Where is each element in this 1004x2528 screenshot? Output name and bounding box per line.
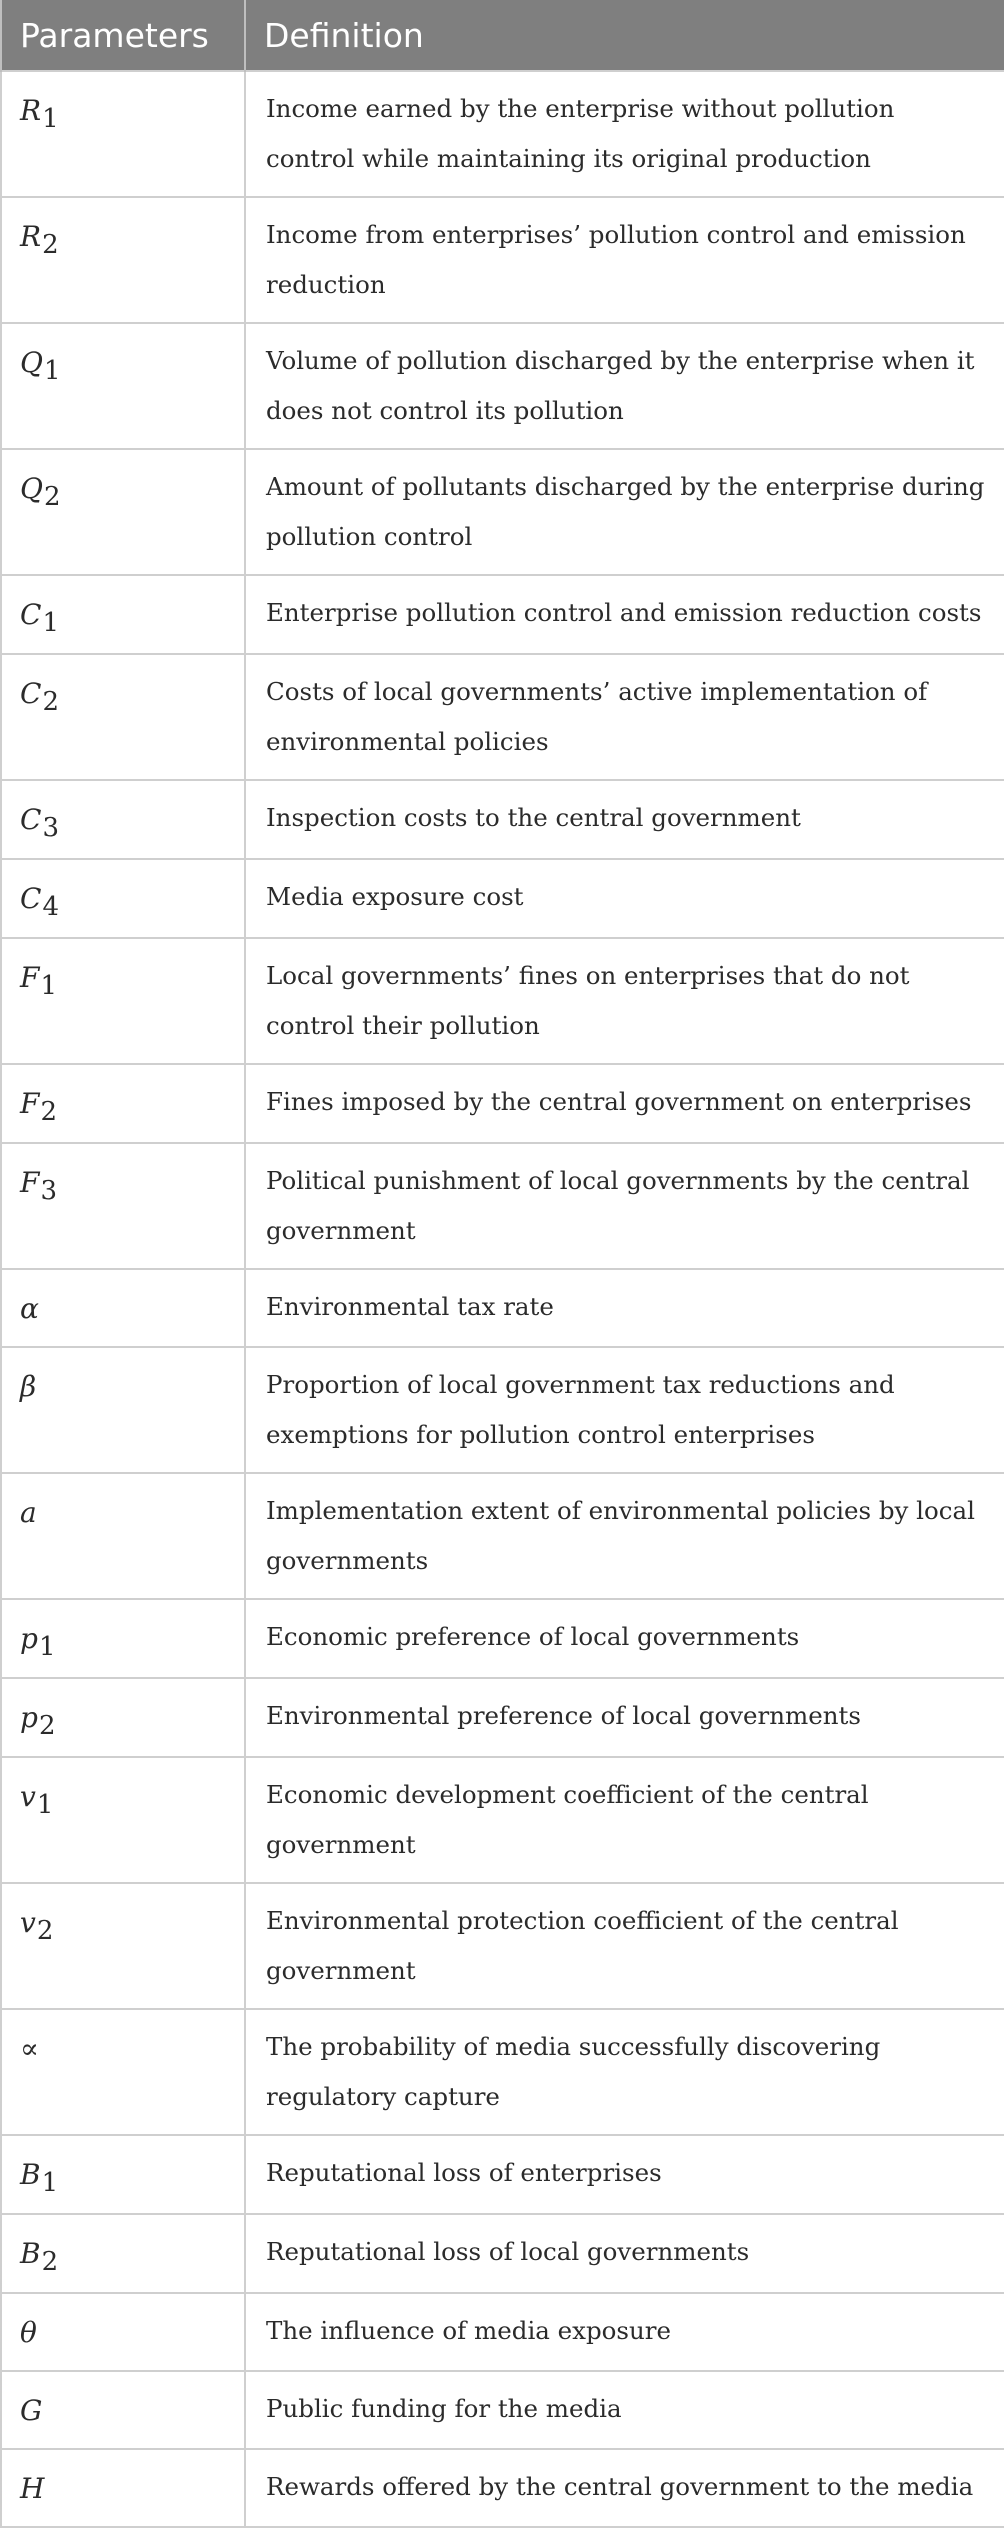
table-row [1,1599,1004,1678]
parameter-definition: Economic development coefficient of the central government [245,1757,1004,1883]
parameter-subscript: 2 [42,687,59,717]
table-row [1,2371,1004,2449]
parameter-subscript: 3 [42,813,59,843]
parameter-definition: Environmental tax rate [245,1269,1004,1347]
parameter-symbol-cell [1,1883,245,2009]
parameter-subscript: 1 [43,356,61,386]
parameter-definition: Fines imposed by the central government on enterprises [245,1064,1004,1143]
parameter-symbol: v [20,1780,36,1813]
parameter-subscript: 2 [43,482,61,512]
parameter-definition: Income earned by the enterprise without pollution control while maintaining its original production [245,71,1004,197]
table-row [1,1757,1004,1883]
parameter-subscript: 1 [40,971,57,1001]
parameter-symbol-cell [1,938,245,1064]
table-row [1,859,1004,938]
table-row [1,2135,1004,2214]
table-row [1,1269,1004,1347]
parameter-symbol-cell [1,2293,245,2371]
parameter-definition: Economic preference of local governments [245,1599,1004,1678]
parameter-symbol: G [20,2394,43,2427]
parameter-symbol: α [20,1292,39,1325]
table-row [1,1347,1004,1473]
parameter-symbol-cell [1,780,245,859]
parameter-subscript: 3 [40,1176,57,1206]
table-row [1,71,1004,197]
parameter-definition: Local governments’ fines on enterprises that do not control their pollution [245,938,1004,1064]
parameter-symbol-cell [1,323,245,449]
parameter-symbol: R [20,220,42,253]
parameter-symbol-cell [1,2009,245,2135]
parameter-definition: Volume of pollution discharged by the enterprise when it does not control its pollution [245,323,1004,449]
parameter-symbol: F [20,961,40,994]
parameter-subscript: 1 [42,608,59,638]
parameter-symbol-cell [1,654,245,780]
parameter-symbol: a [20,1496,37,1529]
table-row [1,2214,1004,2293]
table-row [1,1143,1004,1269]
parameter-definition: Inspection costs to the central government [245,780,1004,859]
parameter-symbol: p [20,1701,38,1734]
table-header-row [1,0,1004,71]
table-row [1,654,1004,780]
parameter-symbol-cell [1,2214,245,2293]
parameter-symbol: v [20,1906,36,1939]
parameter-subscript: 2 [41,2247,59,2277]
parameter-definition: Amount of pollutants discharged by the enterprise during pollution control [245,449,1004,575]
table-body [1,71,1004,2527]
parameter-symbol-cell [1,2449,245,2527]
parameter-symbol: β [20,1370,37,1403]
parameter-symbol: θ [20,2316,37,2349]
parameter-definition: The influence of media exposure [245,2293,1004,2371]
parameter-subscript: 2 [38,1711,56,1741]
parameter-definition: Public funding for the media [245,2371,1004,2449]
parameter-symbol-cell [1,197,245,323]
parameter-symbol: R [20,94,42,127]
parameter-symbol: F [20,1087,40,1120]
parameter-symbol: C [20,803,42,836]
parameters-column-header: Parameters [1,0,245,71]
definition-column-header: Definition [245,0,1004,71]
parameter-symbol-cell [1,1269,245,1347]
table-row [1,1473,1004,1599]
parameter-subscript: 1 [36,1790,54,1820]
parameter-symbol: p [20,1622,38,1655]
parameter-symbol-cell [1,859,245,938]
table-row [1,1883,1004,2009]
parameter-symbol-cell [1,1678,245,1757]
parameter-symbol-cell [1,2371,245,2449]
table-row [1,323,1004,449]
parameter-definition: Rewards offered by the central government to the media [245,2449,1004,2527]
parameter-symbol-cell [1,1599,245,1678]
parameter-symbol: B [20,2158,41,2191]
parameter-symbol: Q [20,346,43,379]
table-row [1,2009,1004,2135]
parameter-symbol: C [20,882,42,915]
parameter-symbol-cell [1,1143,245,1269]
parameter-definition: Implementation extent of environmental policies by local governments [245,1473,1004,1599]
parameter-definition: Environmental preference of local governments [245,1678,1004,1757]
parameter-symbol-cell [1,1757,245,1883]
parameter-subscript: 2 [40,1097,57,1127]
parameter-definition: Reputational loss of enterprises [245,2135,1004,2214]
parameter-subscript: 1 [38,1632,56,1662]
parameter-definition: Political punishment of local governments by the central government [245,1143,1004,1269]
parameter-subscript: 4 [42,892,59,922]
parameter-definition: Media exposure cost [245,859,1004,938]
parameter-definition: Reputational loss of local governments [245,2214,1004,2293]
table-row [1,449,1004,575]
parameter-definition: Costs of local governments’ active implementation of environmental policies [245,654,1004,780]
table-row [1,938,1004,1064]
table-row [1,2293,1004,2371]
parameter-definition: Environmental protection coefficient of the central government [245,1883,1004,2009]
parameter-symbol-cell [1,449,245,575]
parameter-subscript: 1 [42,104,59,134]
table-row [1,197,1004,323]
parameter-symbol-cell [1,1064,245,1143]
table-row [1,1064,1004,1143]
table-row [1,575,1004,654]
parameter-symbol: B [20,2237,41,2270]
parameter-symbol-cell [1,575,245,654]
parameter-subscript: 2 [36,1916,54,1946]
parameter-definition: Income from enterprises’ pollution control and emission reduction [245,197,1004,323]
parameter-definition: Enterprise pollution control and emission reduction costs [245,575,1004,654]
table-row [1,2449,1004,2527]
parameter-symbol: H [20,2472,45,2505]
parameter-symbol: ∝ [20,2032,39,2065]
parameter-symbol-cell [1,2135,245,2214]
parameter-symbol-cell [1,71,245,197]
parameter-symbol: C [20,598,42,631]
parameter-definition: Proportion of local government tax reductions and exemptions for pollution control enterprises [245,1347,1004,1473]
parameter-subscript: 2 [42,230,59,260]
table-row [1,1678,1004,1757]
parameter-subscript: 1 [41,2168,59,2198]
parameter-symbol: C [20,677,42,710]
table-row [1,780,1004,859]
parameter-symbol: F [20,1166,40,1199]
parameter-symbol: Q [20,472,43,505]
parameter-symbol-cell [1,1473,245,1599]
parameter-definition: The probability of media successfully discovering regulatory capture [245,2009,1004,2135]
parameter-symbol-cell [1,1347,245,1473]
